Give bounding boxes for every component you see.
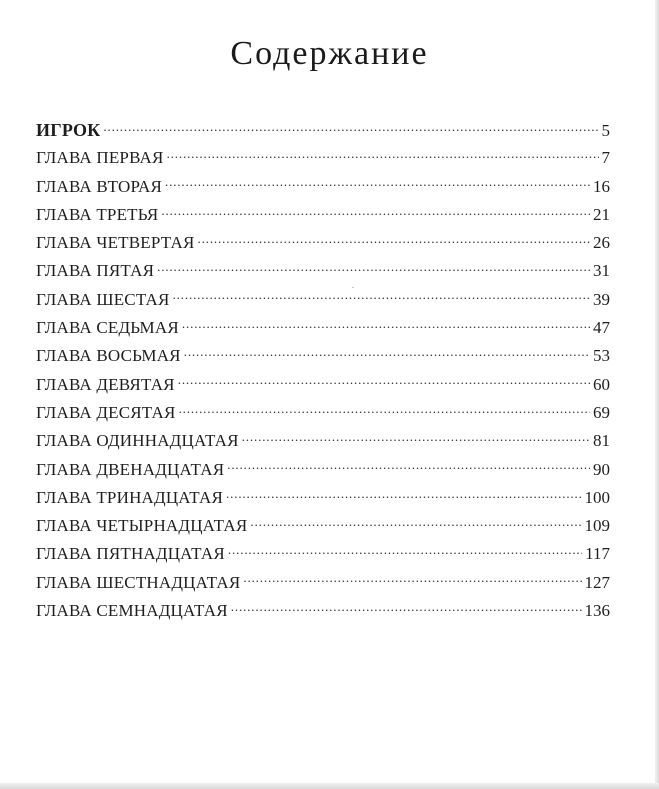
dot-leader bbox=[157, 259, 590, 276]
toc-entry bbox=[36, 456, 610, 484]
toc-entry-label: ГЛАВА ТРИНАДЦАТАЯ bbox=[36, 487, 224, 507]
dot-leader bbox=[173, 288, 590, 305]
dot-leader bbox=[226, 486, 581, 503]
toc-entry-page: 16 bbox=[593, 176, 610, 196]
toc-entry-label: ГЛАВА СЕМНАДЦАТАЯ bbox=[36, 601, 228, 621]
toc-entry bbox=[36, 257, 610, 285]
toc-entry-label: ГЛАВА ШЕСТАЯ bbox=[36, 289, 170, 309]
dot-leader bbox=[161, 203, 590, 220]
page-edge-right bbox=[655, 0, 659, 789]
table-of-contents bbox=[36, 116, 610, 625]
dot-leader bbox=[231, 599, 582, 616]
dot-leader bbox=[242, 429, 590, 446]
dot-leader bbox=[179, 401, 590, 418]
toc-entry-label: ГЛАВА СЕДЬМАЯ bbox=[36, 318, 179, 338]
toc-entry-page: 69 bbox=[593, 402, 610, 422]
toc-entry-label: ГЛАВА ОДИННАДЦАТАЯ bbox=[36, 431, 239, 451]
toc-entry bbox=[36, 427, 610, 455]
dot-leader bbox=[198, 231, 590, 248]
toc-entry-page: 90 bbox=[593, 459, 610, 479]
dot-leader bbox=[182, 316, 590, 333]
toc-entry bbox=[36, 371, 610, 399]
toc-entry-label: ГЛАВА ТРЕТЬЯ bbox=[36, 204, 159, 224]
toc-entry-page: 26 bbox=[593, 233, 610, 253]
toc-entry-label: ГЛАВА ДЕВЯТАЯ bbox=[36, 374, 175, 394]
toc-entry-page: 60 bbox=[593, 374, 610, 394]
toc-entry-page: 136 bbox=[584, 601, 610, 621]
toc-entry-page: 5 bbox=[601, 121, 610, 140]
toc-entry-label: ГЛАВА ДВЕНАДЦАТАЯ bbox=[36, 459, 225, 479]
toc-entry-label: ГЛАВА ВТОРАЯ bbox=[36, 176, 162, 196]
toc-entry-page: 39 bbox=[593, 289, 610, 309]
toc-entry bbox=[36, 229, 610, 257]
toc-entry-label: ГЛАВА ЧЕТВЕРТАЯ bbox=[36, 233, 195, 253]
toc-entry-label: ГЛАВА ЧЕТЫРНАДЦАТАЯ bbox=[36, 516, 248, 536]
toc-entry-page: 21 bbox=[593, 204, 610, 224]
toc-entry-label: ГЛАВА ВОСЬМАЯ bbox=[36, 346, 181, 366]
toc-entry bbox=[36, 116, 610, 144]
toc-entry bbox=[36, 144, 610, 172]
dot-leader bbox=[165, 175, 590, 192]
toc-entry-page: 127 bbox=[584, 572, 610, 592]
toc-entry-label: ГЛАВА ПЯТАЯ bbox=[36, 261, 155, 281]
dot-leader bbox=[243, 571, 581, 588]
toc-entry-label: ГЛАВА ШЕСТНАДЦАТАЯ bbox=[36, 572, 241, 592]
toc-entry-label: ГЛАВА ПЯТНАДЦАТАЯ bbox=[36, 544, 225, 564]
toc-entry-page: 100 bbox=[584, 487, 610, 507]
page-edge-bottom bbox=[0, 783, 659, 789]
toc-entry-page: 81 bbox=[593, 431, 610, 451]
toc-entry-page: 7 bbox=[601, 148, 610, 168]
toc-entry bbox=[36, 173, 610, 201]
toc-entry-label: ГЛАВА ПЕРВАЯ bbox=[36, 148, 164, 168]
toc-entry bbox=[36, 597, 610, 625]
toc-entry bbox=[36, 512, 610, 540]
toc-entry-label: ГЛАВА ДЕСЯТАЯ bbox=[36, 402, 176, 422]
dot-leader bbox=[228, 542, 582, 559]
toc-entry-page: 47 bbox=[593, 318, 610, 338]
page-title: Содержание bbox=[230, 35, 429, 72]
toc-entry bbox=[36, 201, 610, 229]
dot-leader bbox=[167, 146, 599, 163]
toc-entry-page: 109 bbox=[584, 516, 610, 536]
dot-leader bbox=[184, 344, 590, 361]
toc-entry bbox=[36, 399, 610, 427]
toc-entry bbox=[36, 342, 610, 370]
toc-entry-page: 31 bbox=[593, 261, 610, 281]
dot-leader bbox=[250, 514, 581, 531]
toc-entry bbox=[36, 540, 610, 568]
toc-entry bbox=[36, 484, 610, 512]
toc-entry-page: 53 bbox=[593, 346, 610, 366]
toc-entry bbox=[36, 569, 610, 597]
toc-entry-page: 117 bbox=[585, 544, 610, 564]
toc-entry bbox=[36, 314, 610, 342]
dot-leader bbox=[103, 119, 598, 136]
dot-leader bbox=[227, 458, 590, 475]
dot-leader bbox=[178, 373, 590, 390]
toc-entry bbox=[36, 286, 610, 314]
toc-entry-label: ИГРОК bbox=[36, 120, 101, 140]
